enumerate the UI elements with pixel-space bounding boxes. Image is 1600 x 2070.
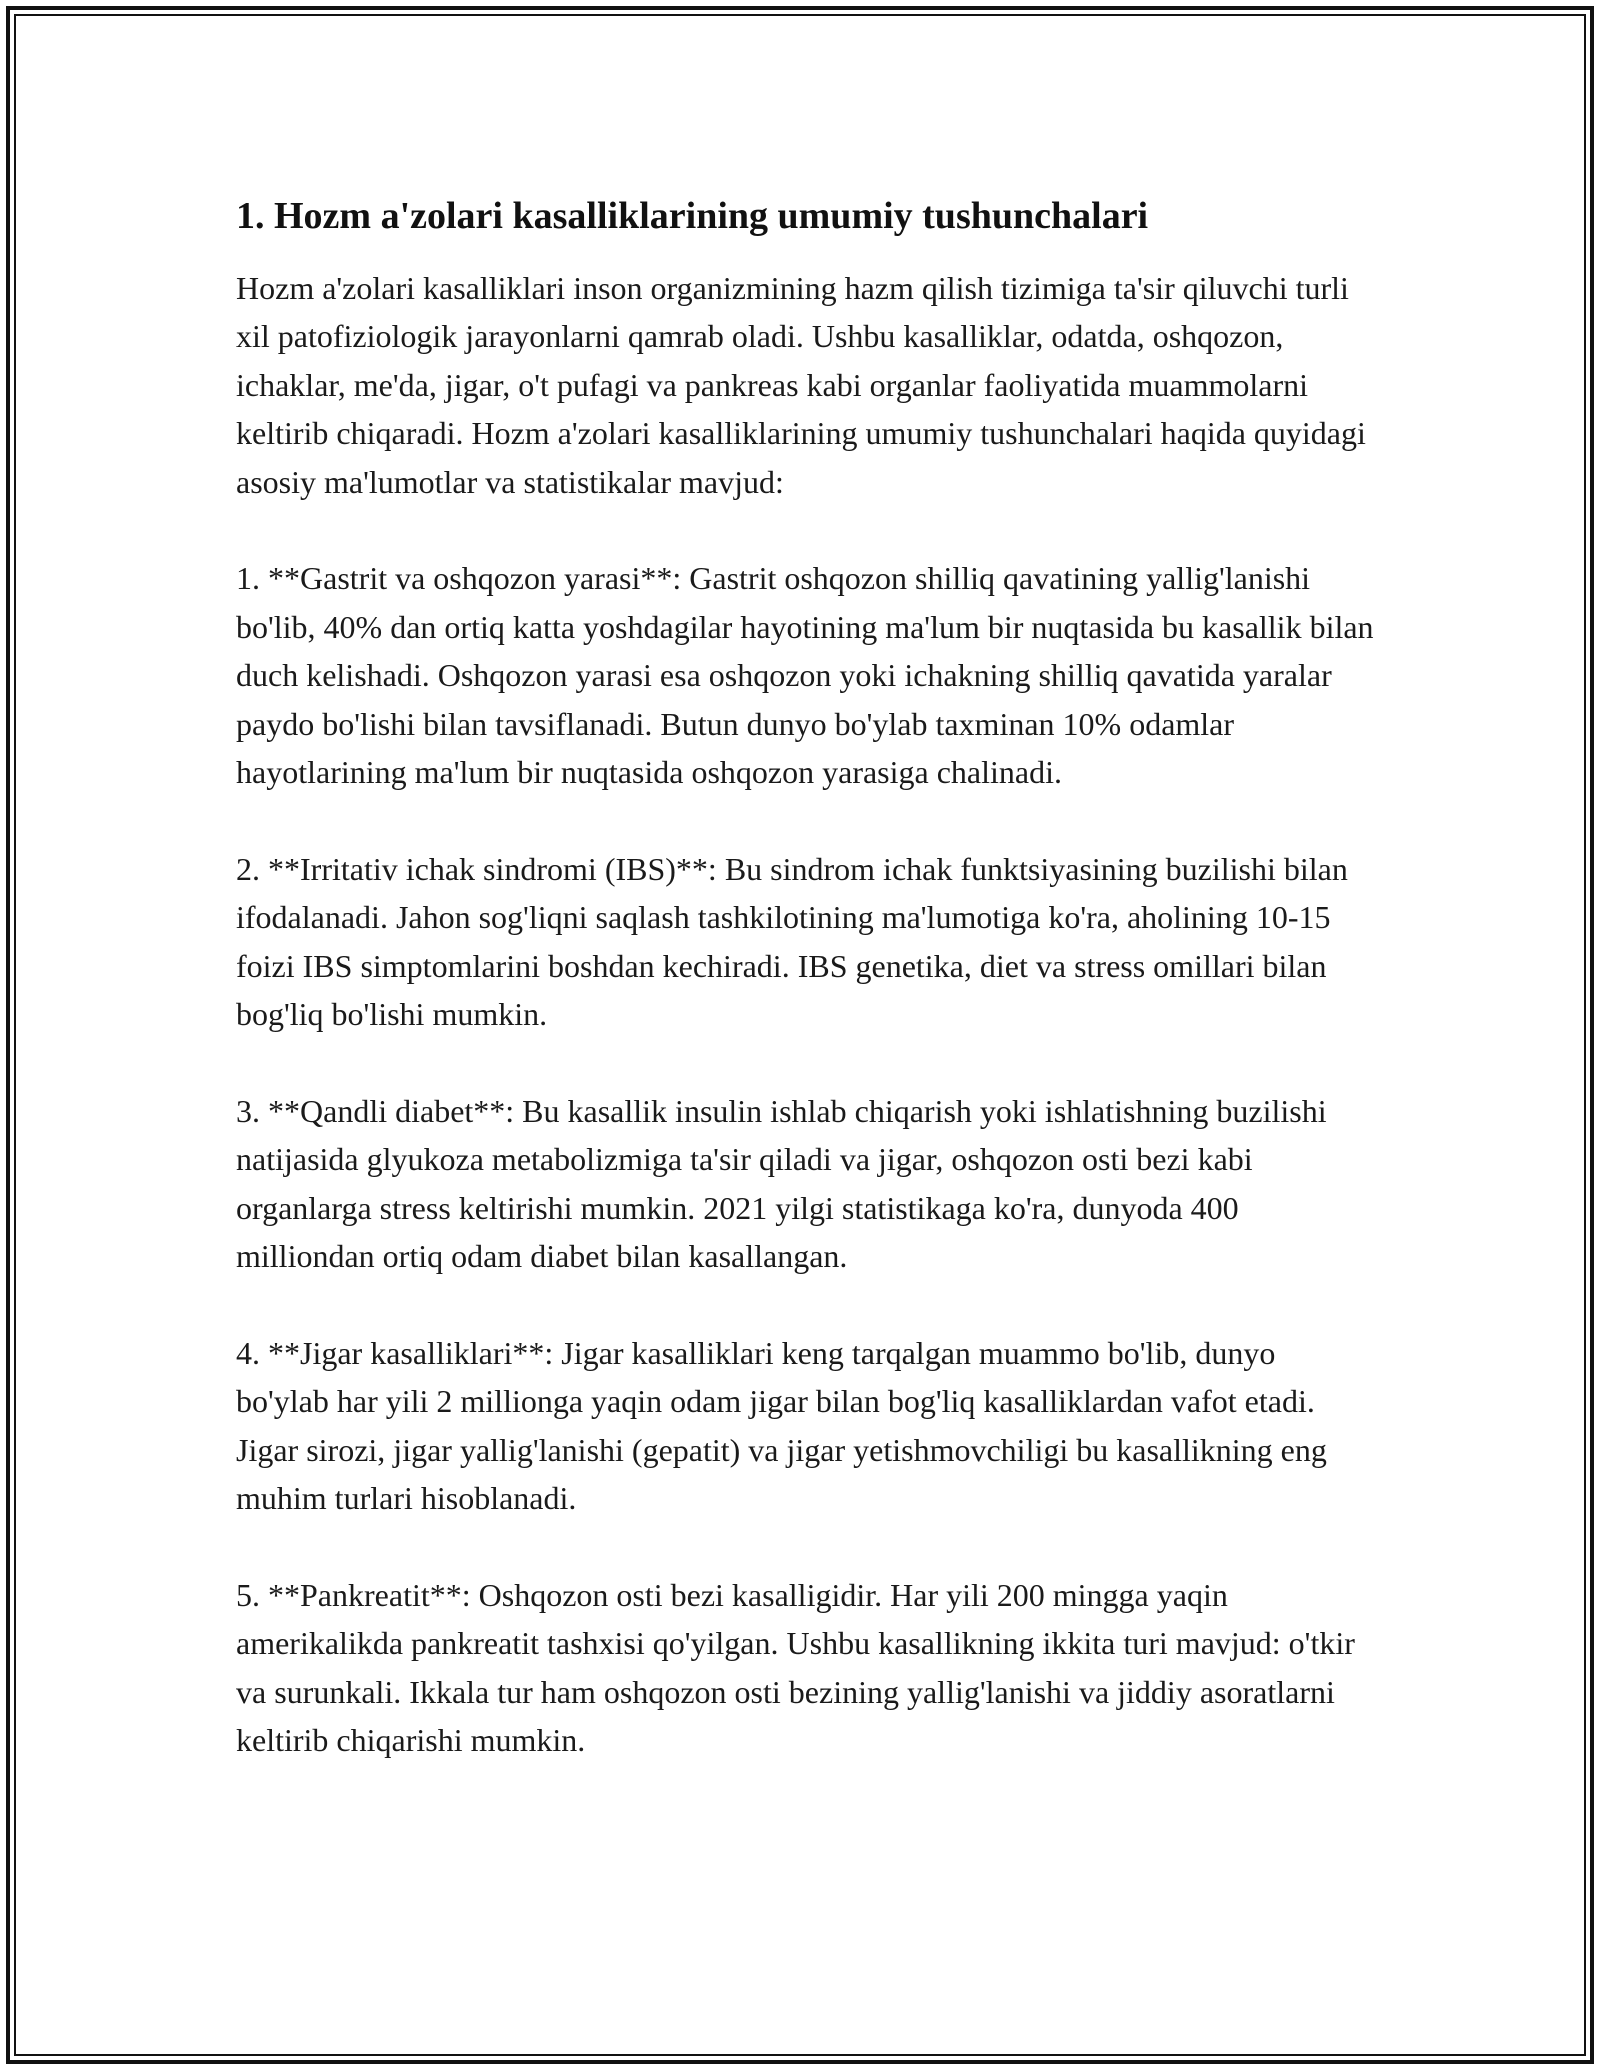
list-item-ibs: 2. **Irritativ ichak sindromi (IBS)**: Bu sindrom ichak funktsiyasining buzilishi bilan ifodalanadi. Jahon sog'liqni saqlash tashkilotining ma'lumotiga ko'ra, aholining 10-15 foizi IBS simptomlarini boshdan kechiradi. IBS genetika, diet va stress omillari bilan bog'liq bo'lishi mumkin. [236, 850, 1348, 1033]
document-body [236, 188, 1376, 1813]
list-item-liver: 4. **Jigar kasalliklari**: Jigar kasalliklari keng tarqalgan muammo bo'lib, dunyo bo'ylab har yili 2 millionga yaqin odam jigar bilan bog'liq kasalliklardan vafot etadi. Jigar sirozi, jigar yallig'lanishi (gepatit) va jigar yetishmovchiligi bu kasallikning eng muhim turlari hisoblanadi. [236, 1334, 1327, 1517]
section-heading: 1. Hozm a'zolari kasalliklarining umumiy tushunchalari [236, 195, 1149, 237]
list-item-diabetes: 3. **Qandli diabet**: Bu kasallik insulin ishlab chiqarish yoki ishlatishning buzilishi natijasida glyukoza metabolizmiga ta'sir qiladi va jigar, oshqozon osti bezi kabi organlarga stress keltirishi mumkin. 2021 yilgi statistikaga ko'ra, dunyoda 400 milliondan ortiq odam diabet bilan kasallangan. [236, 1092, 1327, 1275]
intro-paragraph: Hozm a'zolari kasalliklari inson organizmining hazm qilish tizimiga ta'sir qiluvchi turli xil patofiziologik jarayonlarni qamrab oladi. Ushbu kasalliklar, odatda, oshqozon, ichaklar, me'da, jigar, o't pufagi va pankreas kabi organlar faoliyatida muammolarni keltirib chiqaradi. Hozm a'zolari kasalliklarining umumiy tushunchalari haqida quyidagi asosiy ma'lumotlar va statistikalar mavjud: [236, 270, 1366, 500]
list-item-gastritis: 1. **Gastrit va oshqozon yarasi**: Gastrit oshqozon shilliq qavatining yallig'lanishi bo'lib, 40% dan ortiq katta yoshdagilar hayotining ma'lum bir nuqtasida bu kasallik bilan duch kelishadi. Oshqozon yarasi esa oshqozon yoki ichakning shilliq qavatida yaralar paydo bo'lishi bilan tavsiflanadi. Butun dunyo bo'ylab taxminan 10% odamlar hayotlarining ma'lum bir nuqtasida oshqozon yarasiga chalinadi. [236, 560, 1374, 791]
list-item-pancreatitis: 5. **Pankreatit**: Oshqozon osti bezi kasalligidir. Har yili 200 mingga yaqin amerikalikda pankreatit tashxisi qo'yilgan. Ushbu kasallikning ikkita turi mavjud: o'tkir va surunkali. Ikkala tur ham oshqozon osti bezining yallig'lanishi va jiddiy asoratlarni keltirib chiqarishi mumkin. [236, 1576, 1355, 1759]
